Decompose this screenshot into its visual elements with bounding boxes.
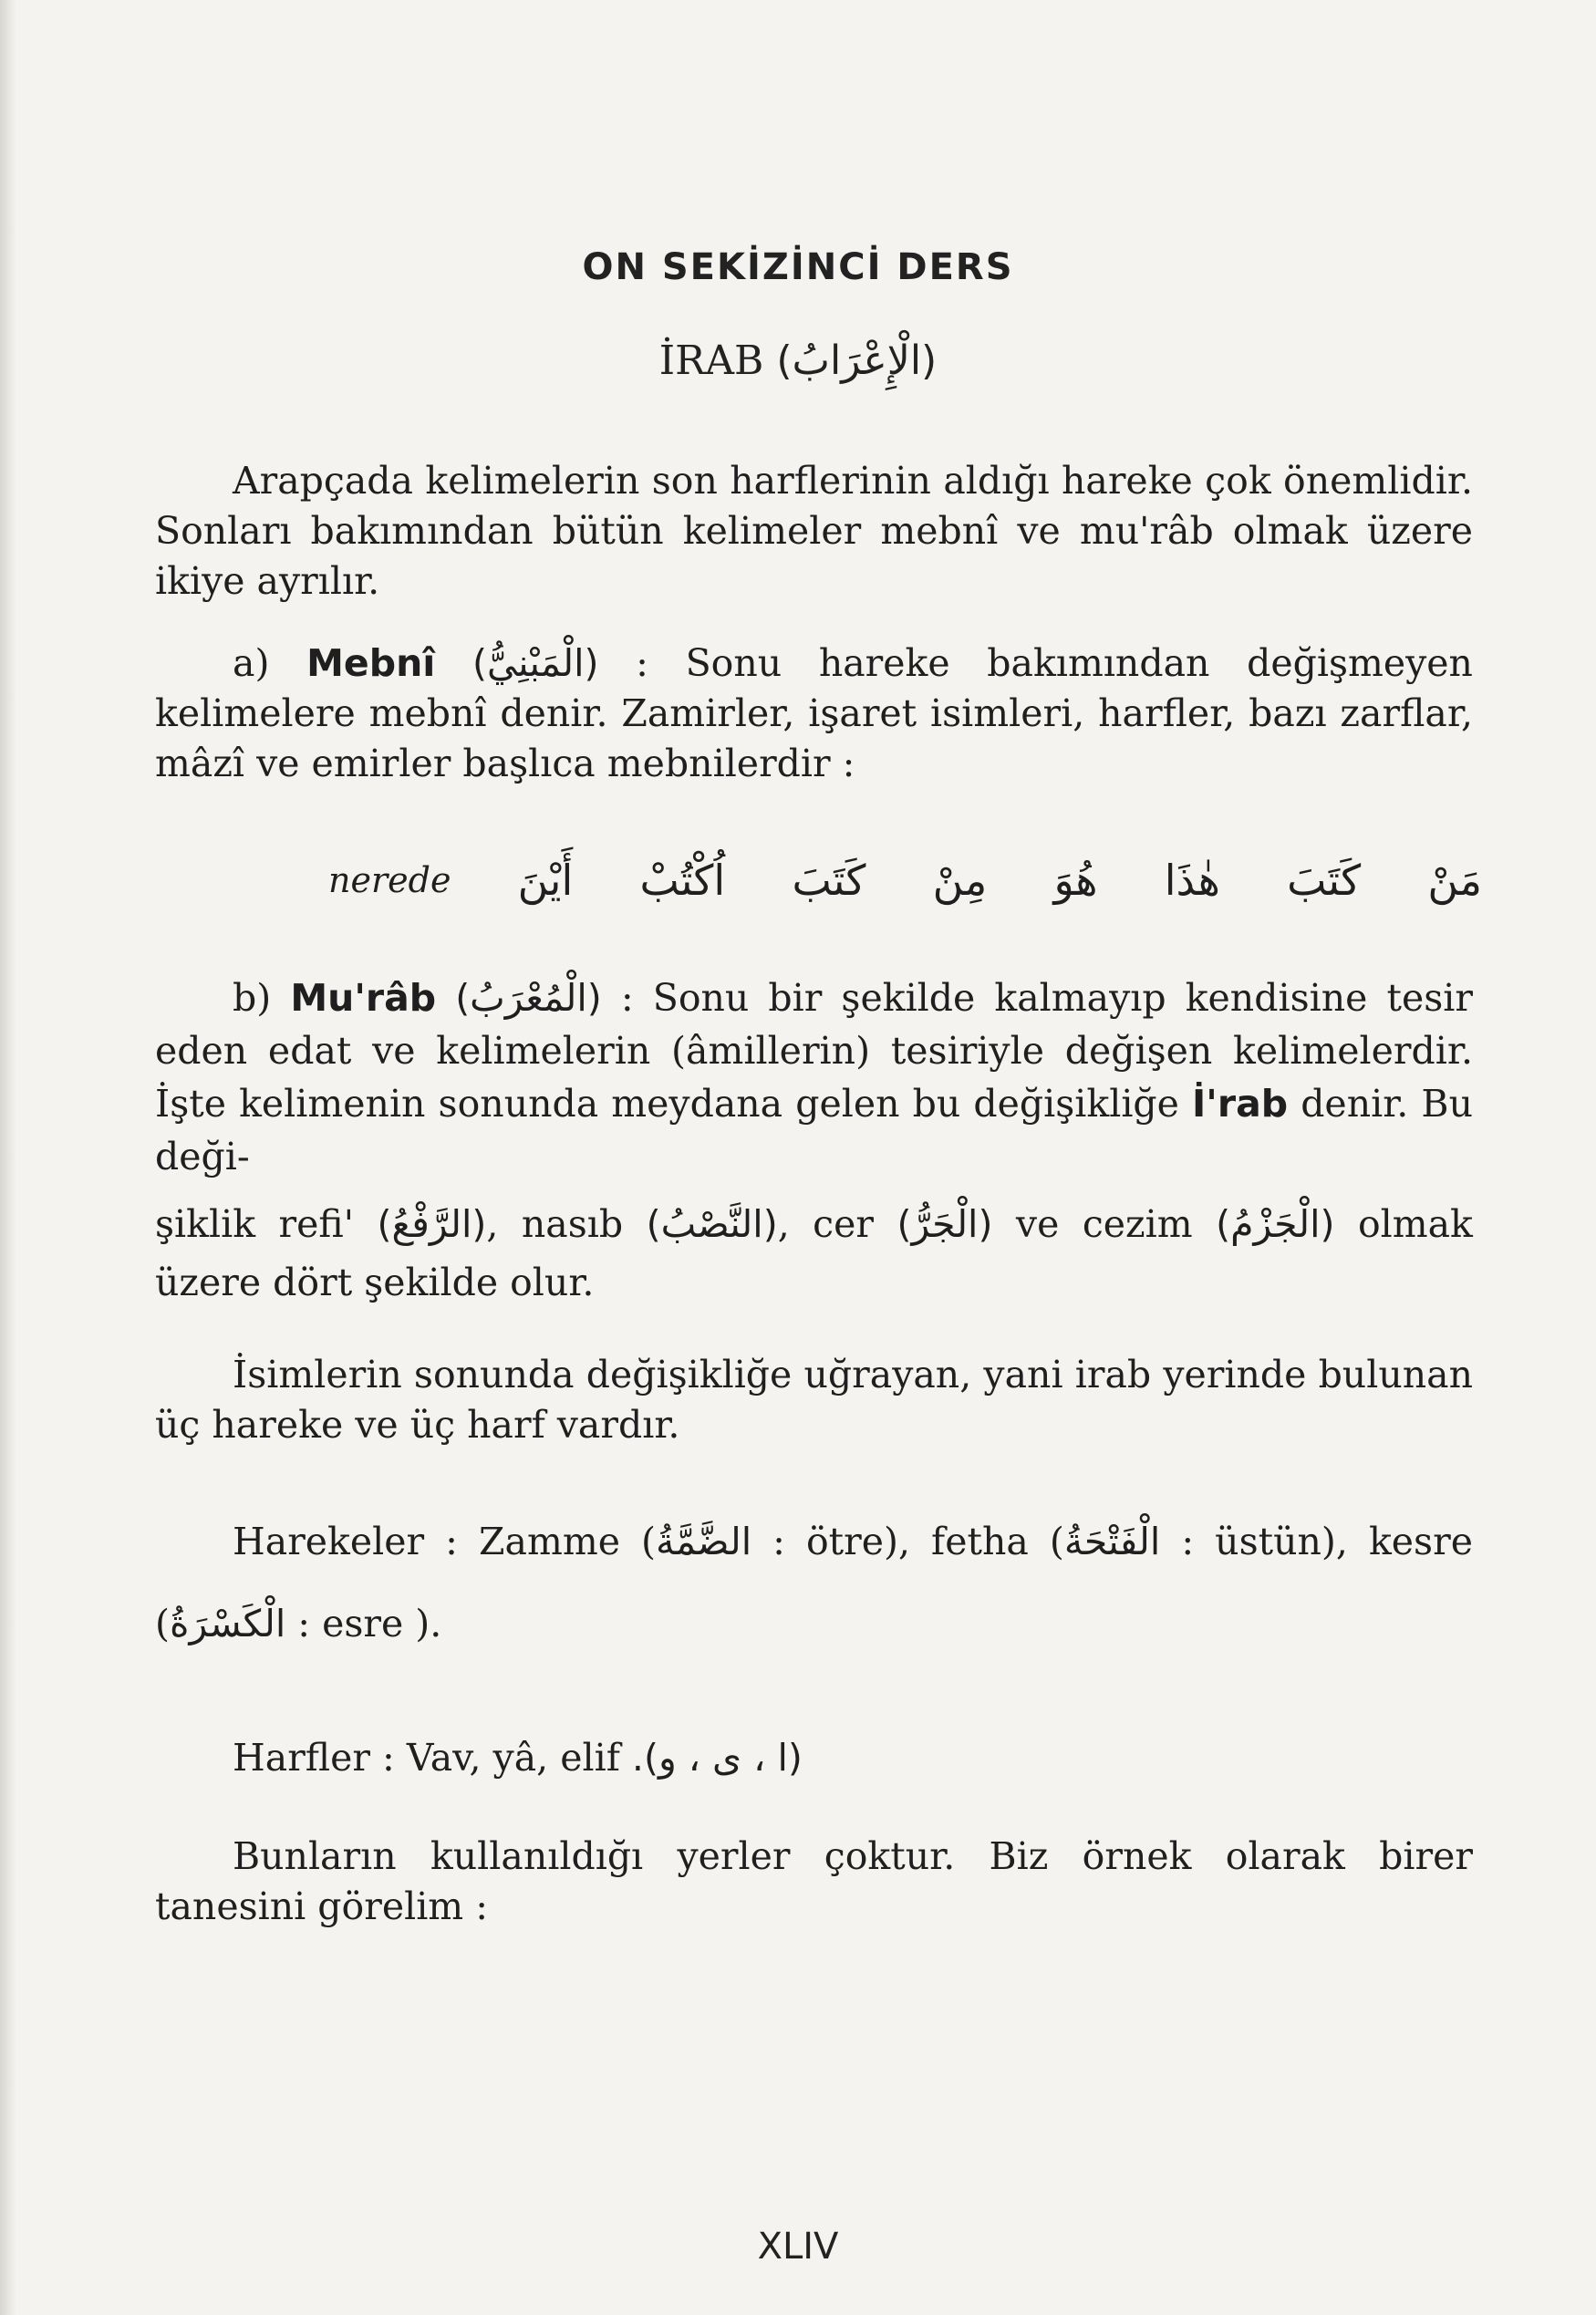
mebni-term: Mebnî [306, 641, 436, 685]
paragraph-intro [155, 456, 1473, 607]
cezim-arabic: (الْجَزْمُ) [1216, 1202, 1335, 1246]
mebni-examples [328, 839, 1482, 921]
example-word: أَيْنَ [517, 856, 574, 905]
mebni-prefix: a) [233, 641, 270, 685]
example-word: مِنْ [932, 856, 988, 905]
example-label: nerede [328, 860, 451, 900]
paragraph-murab [155, 971, 1473, 1183]
murab-text-cont: denir. Bu deği- [155, 1082, 1473, 1178]
cases-text: , cer [777, 1202, 875, 1246]
harekeler-text: : üstün), kesre ( [155, 1520, 1473, 1645]
paragraph-harekeler [155, 1500, 1473, 1665]
harfler-text: Harfler : Vav, yâ, elif [233, 1736, 620, 1780]
refi-arabic: (الرَّفْعُ) [377, 1202, 487, 1246]
zamme-arabic: الضَّمَّةُ [655, 1520, 752, 1563]
harekeler-text: Harekeler : Zamme ( [233, 1520, 656, 1563]
example-word: هٰذَا [1164, 856, 1220, 905]
paragraph-hareke-intro [155, 1350, 1473, 1450]
paragraph-closing [155, 1832, 1473, 1932]
irab-term: İ'rab [1192, 1082, 1289, 1126]
cer-arabic: (الْجَرُّ) [896, 1202, 993, 1246]
subtitle-text: İRAB [658, 337, 764, 384]
intro-text: Arapçada kelimelerin son harflerinin aldığı hareke çok önemlidir. Sonları bakımından bütün kelimeler mebnî ve mu'râb olmak üzere ikiye ayrılır. [155, 459, 1473, 603]
murab-text: : Sonu bir şekilde kalmayıp kendisine tesir eden edat ve kelimelerin (âmillerin) tesiriyle değişen kelimelerdir. İşte kelimenin sonunda meydana gelen bu değişikliğe [155, 976, 1473, 1126]
paragraph-mebni [155, 638, 1473, 789]
example-word: كَتَبَ [1287, 856, 1362, 905]
lesson-heading: ON SEKİZİNCİ DERS [582, 246, 1014, 288]
murab-arabic: (الْمُعْرَبُ) [455, 976, 602, 1020]
closing-text: Bunların kullanıldığı yerler çoktur. Biz örnek olarak birer tanesini görelim : [155, 1834, 1473, 1928]
cases-text: şiklik refi' [155, 1202, 355, 1246]
cases-text: olmak üzere dört şekilde olur. [155, 1202, 1473, 1304]
harekeler-text: : ötre), fetha ( [772, 1520, 1064, 1563]
paragraph-harfler [155, 1733, 1473, 1783]
harekeler-text: : esre ). [297, 1602, 442, 1645]
page-number: XLIV [757, 2226, 839, 2268]
subtitle-arabic: (الْإِعْرَابُ) [776, 337, 938, 384]
murab-prefix: b) [233, 976, 272, 1020]
example-word: كَتَبَ [792, 856, 866, 905]
hareke-intro-text: İsimlerin sonunda değişikliğe uğrayan, yani irab yerinde bulunan üç hareke ve üç harf vardır. [155, 1353, 1473, 1447]
murab-term: Mu'râb [290, 976, 437, 1020]
harfler-arabic: (ا ، ى ، و). [631, 1736, 803, 1780]
fetha-arabic: الْفَتْحَةُ [1063, 1520, 1161, 1563]
mebni-text: : Sonu hareke bakımından değişmeyen kelimelere mebnî denir. Zamirler, işaret isimleri, harfler, bazı zarflar, mâzî ve emirler başlıca mebnilerdir : [155, 641, 1473, 785]
lesson-subtitle [0, 337, 1596, 384]
mebni-arabic: (الْمَبْنِيُّ) [472, 641, 599, 685]
paragraph-cases [155, 1195, 1473, 1312]
example-word: هُوَ [1053, 856, 1098, 905]
example-word: مَنْ [1427, 856, 1482, 905]
nasib-arabic: (النَّصْبُ) [646, 1202, 778, 1246]
example-word: اُكْتُبْ [639, 856, 726, 905]
cases-text: ve cezim [1015, 1202, 1193, 1246]
cases-text: , nasıb [486, 1202, 624, 1246]
kesre-arabic: الْكَسْرَةُ [170, 1602, 286, 1645]
